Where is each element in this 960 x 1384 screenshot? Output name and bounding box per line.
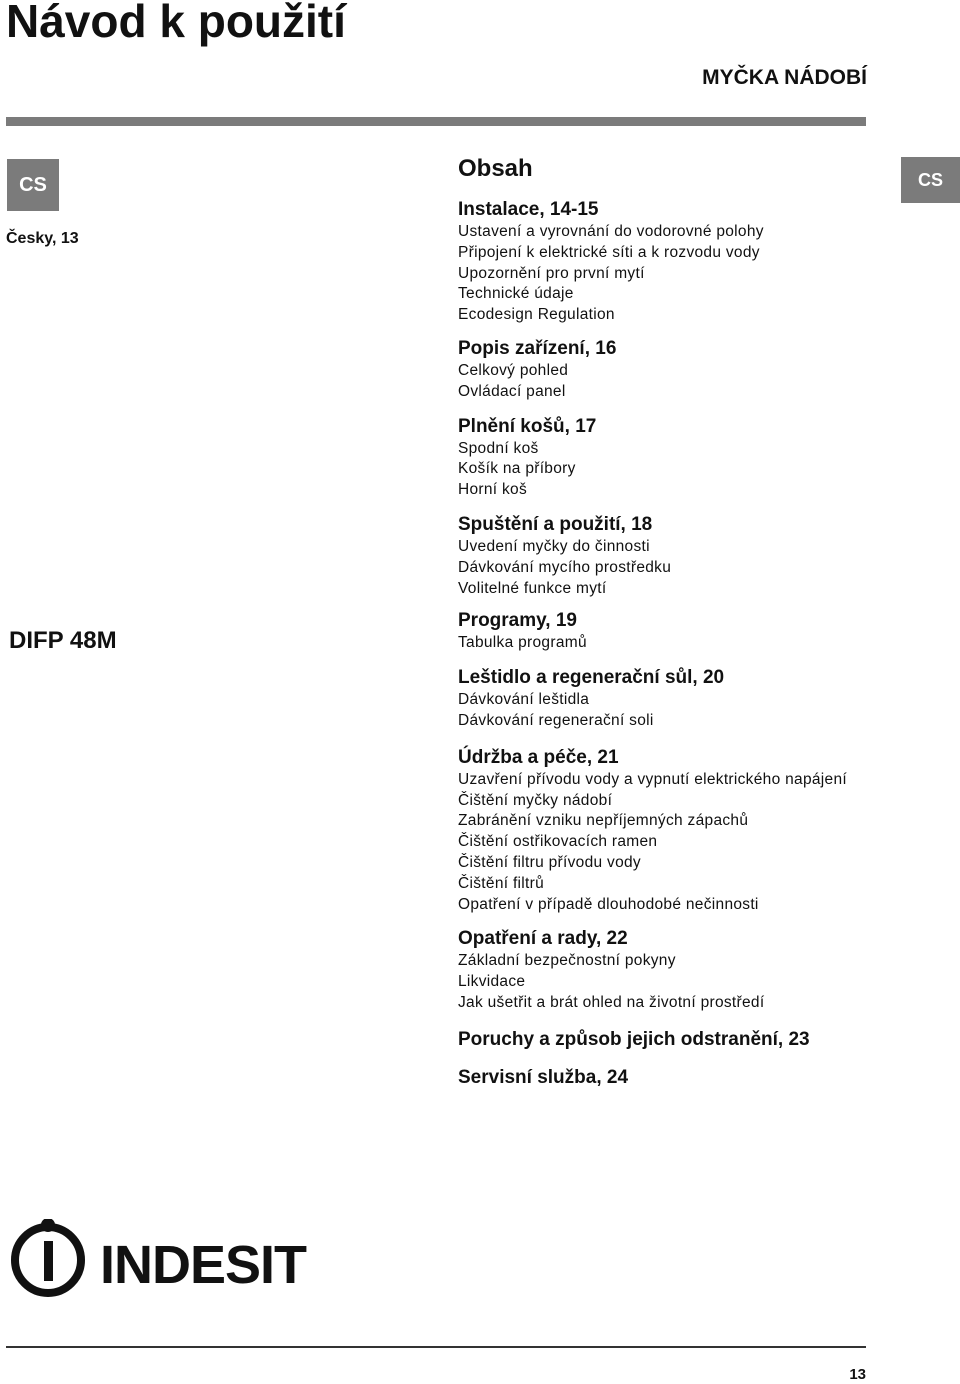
toc-section [458, 198, 898, 326]
toc-item: Dávkování leštidla [458, 691, 590, 709]
toc-item-list [458, 951, 898, 1013]
language-tab: CS [901, 157, 960, 203]
toc-item-list [458, 633, 898, 654]
toc-item: Likvidace [458, 973, 526, 991]
toc-item: Košík na příbory [458, 460, 576, 478]
toc-item: Čištění myčky nádobí [458, 791, 613, 809]
toc-item: Dávkování regenerační soli [458, 711, 654, 729]
language-page-label: Česky, 13 [6, 230, 79, 247]
toc-item: Horní koš [458, 481, 528, 499]
toc-item: Celkový pohled [458, 361, 569, 379]
toc-section [458, 1066, 898, 1090]
toc-section [458, 337, 898, 403]
toc-section [458, 927, 898, 1013]
table-of-contents [458, 155, 898, 1090]
toc-section-title: Poruchy a způsob jejich odstranění, 23 [458, 1028, 810, 1050]
model-name: DIFP 48M [9, 627, 117, 654]
toc-item-list [458, 361, 898, 403]
indesit-logo-mark [10, 1219, 310, 1301]
toc-item: Jak ušetřit a brát ohled na životní prostředí [458, 993, 765, 1011]
toc-section [458, 513, 898, 599]
toc-item: Čištění filtrů [458, 874, 545, 892]
toc-item: Opatření v případě dlouhodobé nečinnosti [458, 895, 759, 913]
toc-section [458, 1028, 898, 1052]
toc-section-title: Údržba a péče, 21 [458, 746, 619, 768]
toc-section-title: Opatření a rady, 22 [458, 928, 628, 950]
toc-item: Tabulka programů [458, 634, 587, 652]
toc-item: Technické údaje [458, 285, 574, 303]
toc-section-title: Instalace, 14-15 [458, 199, 599, 220]
header-divider [6, 117, 866, 126]
toc-section-title: Popis zařízení, 16 [458, 337, 617, 359]
toc-item: Ustavení a vyrovnání do vodorovné polohy [458, 223, 764, 240]
toc-item: Čištění filtru přívodu vody [458, 853, 641, 871]
toc-section [458, 609, 898, 654]
toc-item-list [458, 439, 898, 501]
toc-section-title: Leštidlo a regenerační sůl, 20 [458, 667, 725, 689]
toc-item: Zabránění vzniku nepříjemných zápachů [458, 812, 749, 830]
toc-item: Ovládací panel [458, 382, 566, 400]
document-subtitle: MYČKA NÁDOBÍ [702, 66, 867, 89]
toc-item: Čištění ostřikovacích ramen [458, 833, 658, 851]
toc-item: Ecodesign Regulation [458, 306, 615, 324]
brand-name: INDESIT [100, 1235, 307, 1295]
toc-section [458, 666, 898, 732]
toc-item: Upozornění pro první mytí [458, 264, 645, 282]
toc-section [458, 746, 898, 916]
language-badge: CS [7, 159, 59, 211]
toc-sections [458, 198, 898, 1090]
toc-section-title: Programy, 19 [458, 610, 577, 632]
toc-item: Základní bezpečnostní pokyny [458, 952, 676, 970]
toc-item: Připojení k elektrické síti a k rozvodu vody [458, 243, 760, 261]
toc-section [458, 415, 898, 501]
toc-item-list [458, 690, 898, 732]
toc-item: Dávkování mycího prostředku [458, 558, 672, 576]
page-number: 13 [849, 1366, 866, 1383]
toc-section-title: Servisní služba, 24 [458, 1066, 629, 1088]
toc-item-list [458, 537, 898, 599]
toc-section-title: Plnění košů, 17 [458, 415, 597, 437]
indesit-logo [10, 1219, 310, 1306]
footer-divider [6, 1346, 866, 1348]
toc-item-list [458, 222, 898, 326]
toc-item: Uvedení myčky do činnosti [458, 537, 650, 555]
toc-item: Spodní koš [458, 439, 539, 457]
toc-heading: Obsah [458, 155, 533, 182]
toc-item-list [458, 770, 898, 916]
toc-item: Volitelné funkce mytí [458, 579, 607, 597]
toc-item: Uzavření přívodu vody a vypnutí elektrického napájení [458, 770, 847, 788]
document-title: Návod k použití [6, 0, 346, 47]
toc-section-title: Spuštění a použití, 18 [458, 513, 653, 535]
